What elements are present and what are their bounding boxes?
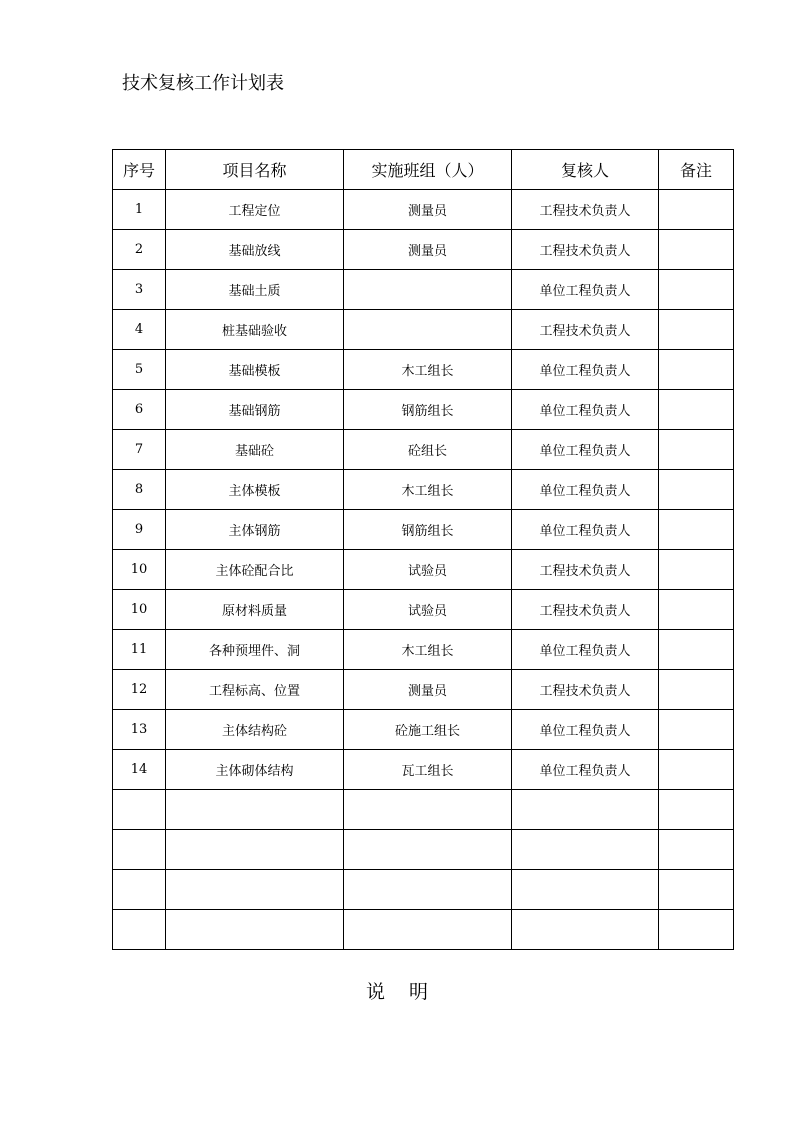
cell-team bbox=[344, 270, 512, 310]
cell-item-name: 各种预埋件、洞 bbox=[166, 630, 344, 670]
cell-remarks bbox=[659, 230, 734, 270]
cell-remarks bbox=[659, 870, 734, 910]
cell-reviewer: 单位工程负责人 bbox=[512, 710, 659, 750]
cell-remarks bbox=[659, 590, 734, 630]
cell-item-name: 工程定位 bbox=[166, 190, 344, 230]
cell-seq: 9 bbox=[113, 510, 166, 550]
cell-remarks bbox=[659, 510, 734, 550]
cell-reviewer: 单位工程负责人 bbox=[512, 630, 659, 670]
cell-remarks bbox=[659, 750, 734, 790]
cell-seq: 7 bbox=[113, 430, 166, 470]
cell-reviewer bbox=[512, 790, 659, 830]
cell-item-name bbox=[166, 830, 344, 870]
cell-seq: 12 bbox=[113, 670, 166, 710]
cell-seq: 2 bbox=[113, 230, 166, 270]
cell-reviewer: 单位工程负责人 bbox=[512, 750, 659, 790]
cell-item-name bbox=[166, 870, 344, 910]
cell-team: 钢筋组长 bbox=[344, 510, 512, 550]
cell-item-name: 主体结构砼 bbox=[166, 710, 344, 750]
cell-item-name: 主体砌体结构 bbox=[166, 750, 344, 790]
cell-team: 砼施工组长 bbox=[344, 710, 512, 750]
section-heading-char-left: 说 bbox=[365, 981, 385, 1003]
cell-seq: 4 bbox=[113, 310, 166, 350]
cell-seq: 14 bbox=[113, 750, 166, 790]
cell-item-name bbox=[166, 790, 344, 830]
cell-reviewer: 单位工程负责人 bbox=[512, 350, 659, 390]
cell-item-name: 主体模板 bbox=[166, 470, 344, 510]
cell-team: 试验员 bbox=[344, 550, 512, 590]
table-row-empty bbox=[113, 830, 734, 870]
cell-reviewer: 工程技术负责人 bbox=[512, 590, 659, 630]
header-reviewer: 复核人 bbox=[512, 150, 659, 190]
cell-item-name: 基础砼 bbox=[166, 430, 344, 470]
table-row-empty bbox=[113, 870, 734, 910]
cell-remarks bbox=[659, 390, 734, 430]
table-row bbox=[113, 550, 734, 590]
cell-item-name: 基础钢筋 bbox=[166, 390, 344, 430]
cell-reviewer: 单位工程负责人 bbox=[512, 470, 659, 510]
table-row bbox=[113, 590, 734, 630]
cell-team bbox=[344, 870, 512, 910]
cell-reviewer: 单位工程负责人 bbox=[512, 510, 659, 550]
header-seq: 序号 bbox=[113, 150, 166, 190]
cell-remarks bbox=[659, 190, 734, 230]
header-team: 实施班组（人） bbox=[344, 150, 512, 190]
table-row bbox=[113, 230, 734, 270]
cell-item-name: 桩基础验收 bbox=[166, 310, 344, 350]
cell-team: 钢筋组长 bbox=[344, 390, 512, 430]
cell-item-name: 基础模板 bbox=[166, 350, 344, 390]
table-row bbox=[113, 750, 734, 790]
cell-seq: 6 bbox=[113, 390, 166, 430]
cell-item-name: 工程标高、位置 bbox=[166, 670, 344, 710]
cell-team: 砼组长 bbox=[344, 430, 512, 470]
cell-seq: 10 bbox=[113, 590, 166, 630]
cell-team bbox=[344, 790, 512, 830]
cell-reviewer: 工程技术负责人 bbox=[512, 190, 659, 230]
table-row bbox=[113, 270, 734, 310]
cell-seq: 10 bbox=[113, 550, 166, 590]
cell-team: 木工组长 bbox=[344, 630, 512, 670]
cell-reviewer: 单位工程负责人 bbox=[512, 390, 659, 430]
cell-team: 试验员 bbox=[344, 590, 512, 630]
header-item-name: 项目名称 bbox=[166, 150, 344, 190]
cell-seq: 5 bbox=[113, 350, 166, 390]
table-row bbox=[113, 630, 734, 670]
cell-team bbox=[344, 910, 512, 950]
cell-team: 瓦工组长 bbox=[344, 750, 512, 790]
table-row-empty bbox=[113, 790, 734, 830]
cell-remarks bbox=[659, 830, 734, 870]
cell-reviewer: 工程技术负责人 bbox=[512, 550, 659, 590]
cell-item-name: 基础土质 bbox=[166, 270, 344, 310]
cell-reviewer bbox=[512, 830, 659, 870]
cell-item-name: 原材料质量 bbox=[166, 590, 344, 630]
table-row bbox=[113, 310, 734, 350]
cell-reviewer: 工程技术负责人 bbox=[512, 670, 659, 710]
cell-remarks bbox=[659, 790, 734, 830]
table-row bbox=[113, 470, 734, 510]
cell-reviewer: 单位工程负责人 bbox=[512, 430, 659, 470]
cell-reviewer: 单位工程负责人 bbox=[512, 270, 659, 310]
table-row bbox=[113, 710, 734, 750]
cell-remarks bbox=[659, 350, 734, 390]
review-plan-table bbox=[112, 149, 734, 950]
table-row bbox=[113, 670, 734, 710]
cell-seq: 3 bbox=[113, 270, 166, 310]
cell-team: 测量员 bbox=[344, 670, 512, 710]
table-row bbox=[113, 430, 734, 470]
cell-remarks bbox=[659, 270, 734, 310]
cell-reviewer: 工程技术负责人 bbox=[512, 230, 659, 270]
table-row bbox=[113, 190, 734, 230]
section-heading-char-right: 明 bbox=[409, 981, 429, 1003]
cell-team bbox=[344, 830, 512, 870]
table-row bbox=[113, 510, 734, 550]
cell-remarks bbox=[659, 670, 734, 710]
cell-remarks bbox=[659, 710, 734, 750]
cell-remarks bbox=[659, 630, 734, 670]
cell-seq bbox=[113, 790, 166, 830]
cell-seq bbox=[113, 870, 166, 910]
cell-remarks bbox=[659, 310, 734, 350]
cell-team: 测量员 bbox=[344, 190, 512, 230]
cell-team: 木工组长 bbox=[344, 470, 512, 510]
cell-item-name: 主体钢筋 bbox=[166, 510, 344, 550]
cell-reviewer: 工程技术负责人 bbox=[512, 310, 659, 350]
cell-item-name bbox=[166, 910, 344, 950]
table-row-empty bbox=[113, 910, 734, 950]
cell-seq bbox=[113, 830, 166, 870]
cell-item-name: 基础放线 bbox=[166, 230, 344, 270]
cell-item-name: 主体砼配合比 bbox=[166, 550, 344, 590]
cell-reviewer bbox=[512, 870, 659, 910]
cell-team: 测量员 bbox=[344, 230, 512, 270]
table-row bbox=[113, 390, 734, 430]
cell-remarks bbox=[659, 910, 734, 950]
cell-seq: 1 bbox=[113, 190, 166, 230]
cell-remarks bbox=[659, 470, 734, 510]
header-remarks: 备注 bbox=[659, 150, 734, 190]
cell-seq: 8 bbox=[113, 470, 166, 510]
cell-seq: 11 bbox=[113, 630, 166, 670]
table-row bbox=[113, 350, 734, 390]
cell-remarks bbox=[659, 550, 734, 590]
cell-seq bbox=[113, 910, 166, 950]
cell-seq: 13 bbox=[113, 710, 166, 750]
cell-team bbox=[344, 310, 512, 350]
table-header-row bbox=[113, 150, 734, 190]
cell-team: 木工组长 bbox=[344, 350, 512, 390]
page-title: 技术复核工作计划表 bbox=[122, 73, 284, 94]
cell-remarks bbox=[659, 430, 734, 470]
section-heading-notes bbox=[0, 978, 794, 1006]
cell-reviewer bbox=[512, 910, 659, 950]
